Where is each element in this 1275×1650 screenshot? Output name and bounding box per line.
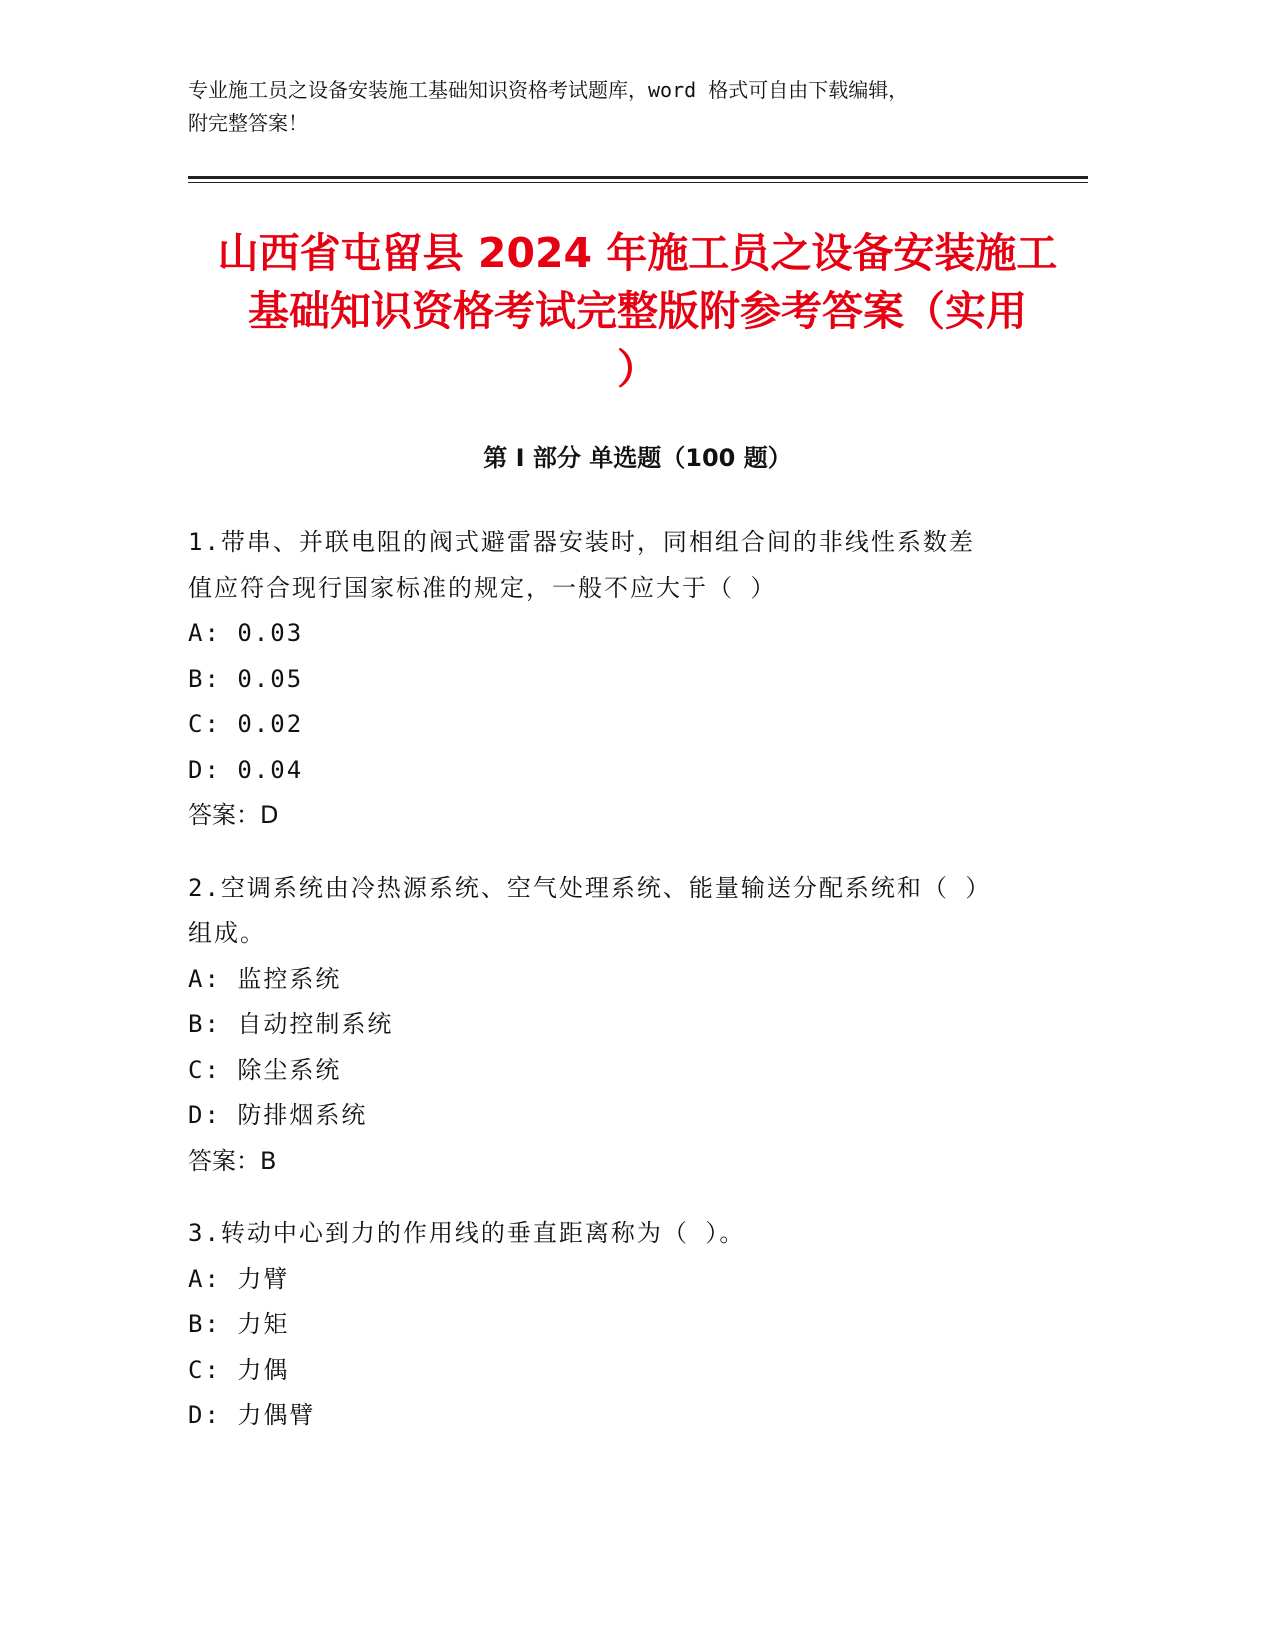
question-3 xyxy=(188,1211,1068,1439)
option-d: D: 防排烟系统 xyxy=(188,1101,368,1129)
question-1 xyxy=(188,520,1068,839)
question-stem-line: 2.空调系统由冷热源系统、空气处理系统、能量输送分配系统和（ ） xyxy=(188,873,992,902)
option-a: A: 0.03 xyxy=(188,619,304,647)
header-line-2: 附完整答案！ xyxy=(188,111,308,135)
option-a: A: 监控系统 xyxy=(188,964,342,993)
title-line-3: ） xyxy=(617,345,658,393)
title-line-1: 山西省屯留县 2024 年施工员之设备安装施工 xyxy=(217,229,1058,277)
question-stem-line: 值应符合现行国家标准的规定，一般不应大于（ ） xyxy=(188,573,777,602)
title-line-2: 基础知识资格考试完整版附参考答案（实用 xyxy=(248,287,1027,335)
option-b: B: 自动控制系统 xyxy=(188,1010,394,1038)
question-stem-line: 3.转动中心到力的作用线的垂直距离称为（ ）。 xyxy=(188,1219,746,1247)
option-d: D: 力偶臂 xyxy=(188,1401,316,1429)
question-stem-line: 组成。 xyxy=(188,919,266,947)
header-line-1: 专业施工员之设备安装施工基础知识资格考试题库，word 格式可自由下载编辑， xyxy=(188,78,909,102)
option-b: B: 力矩 xyxy=(188,1310,290,1338)
answer-line: 答案：D xyxy=(188,801,279,829)
option-d: D: 0.04 xyxy=(188,755,304,784)
section-heading: 第 I 部分 单选题（100 题） xyxy=(483,444,792,472)
option-c: C: 除尘系统 xyxy=(188,1055,342,1084)
question-2 xyxy=(188,866,1068,1185)
option-a: A: 力臂 xyxy=(188,1264,290,1293)
header-divider-thick xyxy=(188,176,1088,179)
option-c: C: 力偶 xyxy=(188,1355,290,1384)
question-stem-line: 1.带串、并联电阻的阀式避雷器安装时，同相组合间的非线性系数差 xyxy=(188,528,975,556)
question-list xyxy=(188,520,1068,1466)
option-b: B: 0.05 xyxy=(188,664,304,693)
option-c: C: 0.02 xyxy=(188,710,304,738)
header-note xyxy=(188,74,1068,140)
header-divider-thin xyxy=(188,182,1088,183)
document-title xyxy=(160,224,1115,398)
answer-line: 答案：B xyxy=(188,1146,277,1175)
